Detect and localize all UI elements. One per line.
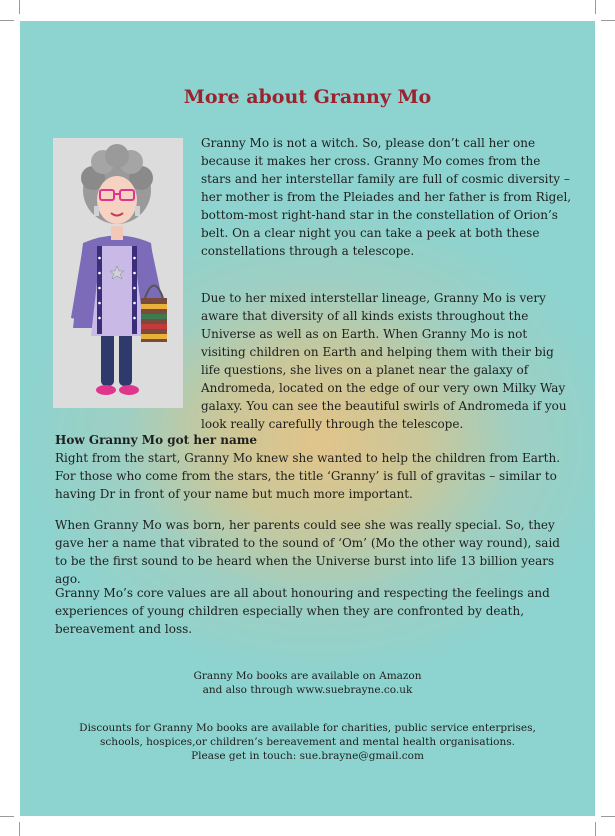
intro-paragraph-stars: Granny Mo is not a witch. So, please don’t call her one because it makes her cross. Granny Mo comes from the stars and her interstellar family are full of cosmic diversity – her mother is from the Pleiades and her father is from Rigel, bottom-most right-hand star in the constellation of Orion’s belt. On a clear night you can take a peek at both these constellations through a telescope. bbox=[201, 136, 572, 258]
crop-mark bbox=[0, 20, 14, 21]
intro-paragraph-lineage: Due to her mixed interstellar lineage, Granny Mo is very aware that diversity of all kinds exists throughout the Universe as well as on Earth. When Granny Mo is not visiting children on Earth and helping them with their big life questions, she lives on a planet near the galaxy of Andromeda, located on the edge of our very own Milky Way galaxy. You can see the beautiful swirls of Andromeda if you look really carefully through the telescope. bbox=[201, 291, 567, 431]
document-page bbox=[20, 21, 595, 816]
contact-email: Please get in touch: sue.brayne@gmail.com bbox=[191, 750, 424, 762]
section-heading: How Granny Mo got her name bbox=[55, 433, 258, 447]
availability-amazon: Granny Mo books are available on Amazon bbox=[193, 670, 422, 682]
crop-mark bbox=[0, 816, 14, 817]
granny-mo-figure-icon bbox=[53, 138, 183, 408]
discounts-line: schools, hospices,or children’s bereavement and mental health organisations. bbox=[100, 736, 515, 748]
crop-mark bbox=[19, 822, 20, 836]
name-paragraph-om: When Granny Mo was born, her parents could see she was really special. So, they gave her a name that vibrated to the sound of ‘Om’ (Mo the other way round), said to be the first sound to be heard when the Universe burst into life 13 billion years ago. bbox=[55, 518, 560, 586]
crop-mark bbox=[595, 0, 596, 14]
page-title: More about Granny Mo bbox=[183, 86, 432, 108]
granny-mo-illustration bbox=[53, 138, 183, 408]
availability-website: and also through www.suebrayne.co.uk bbox=[202, 684, 413, 696]
crop-mark bbox=[19, 0, 20, 14]
discounts-line: Discounts for Granny Mo books are available for charities, public service enterprises, bbox=[79, 722, 536, 734]
crop-mark bbox=[601, 20, 615, 21]
name-paragraph-title: Right from the start, Granny Mo knew she wanted to help the children from Earth. For those who come from the stars, the title ‘Granny’ is full of gravitas – similar to having Dr in front of your name but much more important. bbox=[55, 451, 561, 501]
name-paragraph-values: Granny Mo’s core values are all about honouring and respecting the feelings and experiences of young children especially when they are confronted by death, bereavement and loss. bbox=[55, 586, 550, 636]
crop-mark bbox=[601, 816, 615, 817]
crop-mark bbox=[595, 822, 596, 836]
